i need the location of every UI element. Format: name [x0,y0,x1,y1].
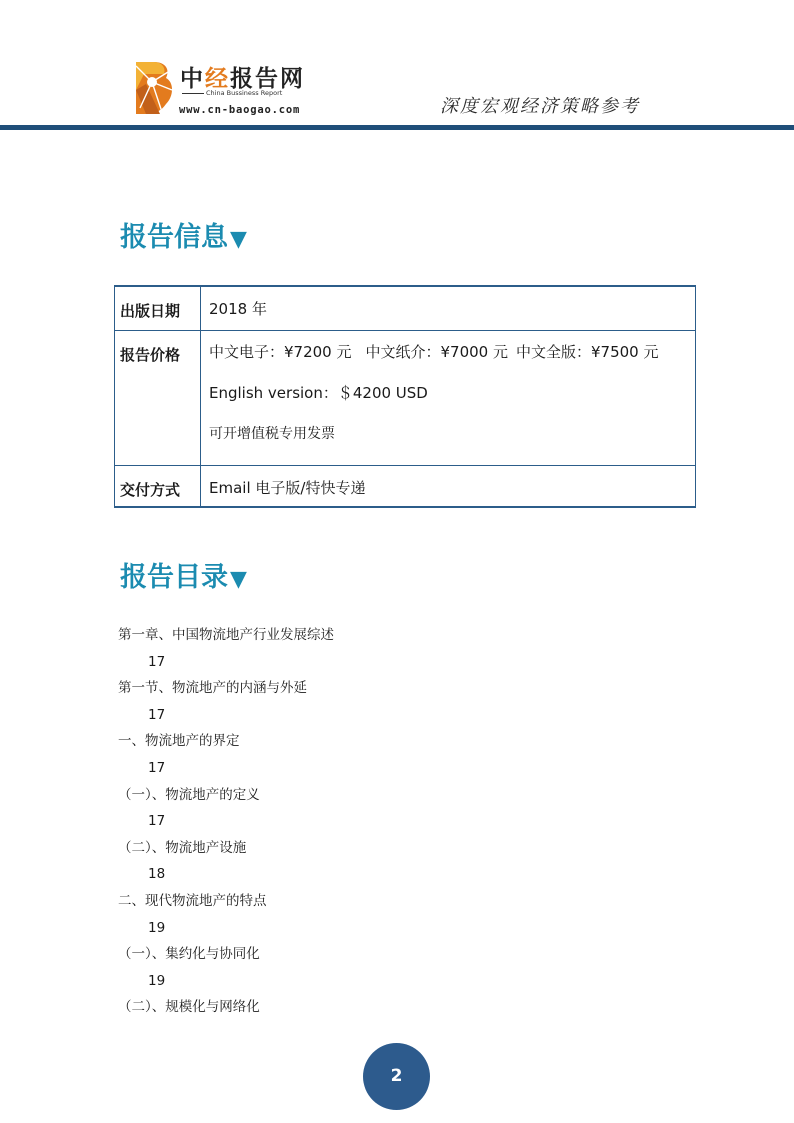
toc-entry[interactable]: （一）、集约化与协同化 [118,946,260,963]
logo-name: 中经报告网 [180,66,305,92]
logo-b-mark-icon [132,60,176,116]
logo-url: www.cn-baogao.com [179,104,301,116]
toc-page-number: 17 [148,653,166,670]
toc-entry[interactable]: 一、物流地产的界定 [118,733,240,750]
price-english: English version：＄4200 USD [209,383,428,402]
table-of-contents [118,622,678,1021]
toc-entry[interactable]: （二）、规模化与网络化 [118,999,260,1016]
report-info-heading: 报告信息▼ [120,222,247,253]
header-divider [0,125,794,130]
info-label: 交付方式 [115,465,201,507]
toc-entry[interactable]: 第一章、中国物流地产行业发展综述 [118,627,334,643]
price-cn-line [209,342,687,383]
toc-page-number: 18 [148,866,166,883]
toc-heading: 报告目录▼ [120,562,247,593]
page-number-badge: 2 [363,1043,430,1110]
info-row-delivery [115,465,696,507]
toc-entry[interactable]: （二）、物流地产设施 [118,839,247,856]
toc-entry[interactable]: 二、现代物流地产的特点 [118,892,267,909]
price-paper: 中文纸介：¥7000 元 [365,342,508,361]
logo-subtitle: China Bussiness Report [206,89,283,97]
info-label: 报告价格 [115,330,201,465]
toc-page-number: 17 [148,706,166,723]
price-full: 中文全版：¥7500 元 [516,342,659,361]
info-label: 出版日期 [115,286,201,330]
company-logo [132,60,322,120]
toc-entry[interactable]: 第一节、物流地产的内涵与外延 [118,680,307,697]
info-value: 2018 年 [201,286,696,330]
report-info-table [114,285,696,508]
price-electronic: 中文电子：¥7200 元 [209,342,352,361]
toc-page-number: 19 [148,919,166,936]
triangle-down-icon: ▼ [230,567,247,592]
info-value: Email 电子版/特快专递 [201,465,696,507]
toc-page-number: 17 [148,813,166,830]
info-row-publish-date [115,286,696,330]
invoice-note: 可开增值税专用发票 [209,425,335,442]
info-value [201,330,696,465]
triangle-down-icon: ▼ [230,227,247,252]
toc-page-number: 17 [148,759,166,776]
info-row-price [115,330,696,465]
toc-page-number: 19 [148,972,166,989]
header-slogan: 深度宏观经济策略参考 [440,96,640,117]
toc-entry[interactable]: （一）、物流地产的定义 [118,786,260,803]
